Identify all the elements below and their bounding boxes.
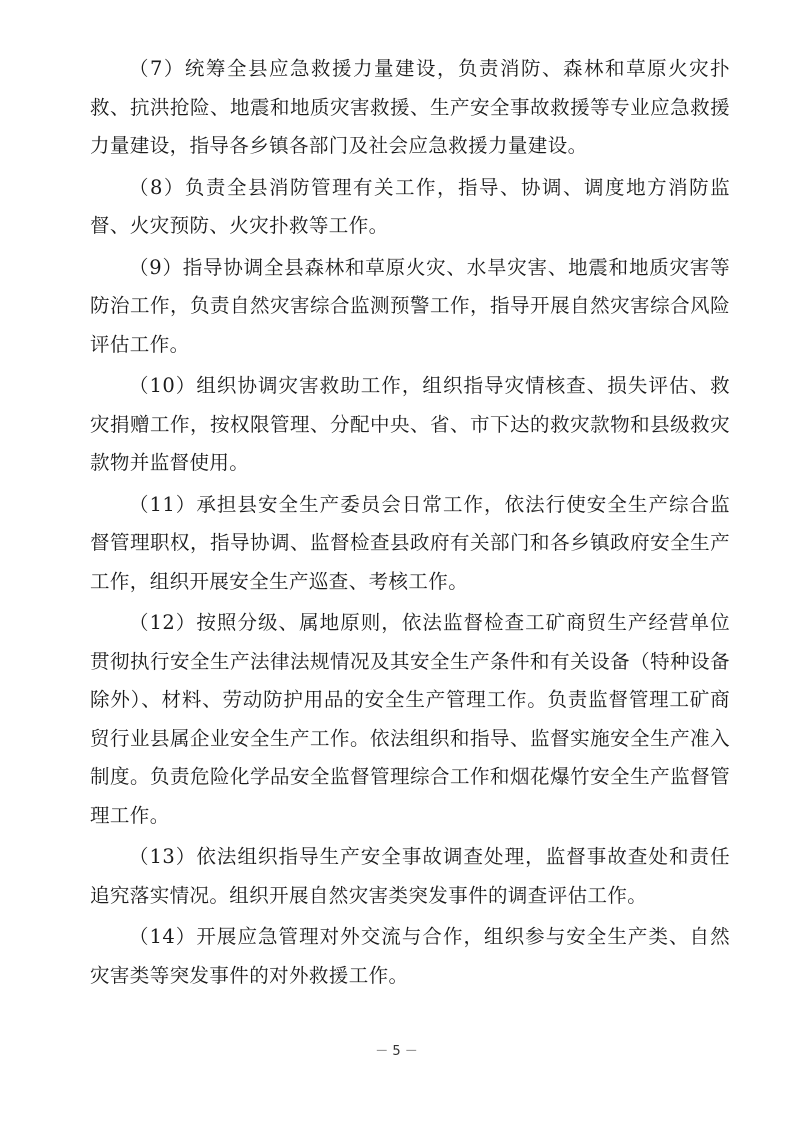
paragraph-10: （10）组织协调灾害救助工作，组织指导灾情核查、损失评估、救灾捐赠工作，按权限管理、分配中央、省、市下达的救灾款物和县级救灾款物并监督使用。 (90, 374, 730, 474)
paragraph-8: （8）负责全县消防管理有关工作，指导、协调、调度地方消防监督、火灾预防、火灾扑救等工作。 (90, 175, 730, 237)
paragraph-11: （11）承担县安全生产委员会日常工作，依法行使安全生产综合监督管理职权，指导协调、监督检查县政府有关部门和各乡镇政府安全生产工作，组织开展安全生产巡查、考核工作。 (90, 492, 730, 593)
paragraph-12: （12）按照分级、属地原则，依法监督检查工矿商贸生产经营单位贯彻执行安全生产法律法规情况及其安全生产条件和有关设备（特种设备除外）、材料、劳动防护用品的安全生产管理工作。负责监督管理工矿商贸行业县属企业安全生产工作。依法组织和指导、监督实施安全生产准入制度。负责危险化学品安全监督管理综合工作和烟花爆竹安全生产监督管理工作。 (90, 611, 730, 827)
paragraph-14: （14）开展应急管理对外交流与合作，组织参与安全生产类、自然灾害类等突发事件的对外救援工作。 (90, 925, 730, 987)
paragraph-13: （13）依法组织指导生产安全事故调查处理，监督事故查处和责任追究落实情况。组织开展自然灾害类突发事件的调查评估工作。 (90, 845, 730, 907)
paragraph-9: （9）指导协调全县森林和草原火灾、水旱灾害、地震和地质灾害等防治工作，负责自然灾害综合监测预警工作，指导开展自然灾害综合风险评估工作。 (90, 255, 730, 356)
paragraph-7: （7）统筹全县应急救援力量建设，负责消防、森林和草原火灾扑救、抗洪抢险、地震和地质灾害救援、生产安全事故救援等专业应急救援力量建设，指导各乡镇各部门及社会应急救援力量建设。 (90, 57, 730, 157)
page-number: － 5 － (375, 1044, 418, 1059)
document-body (90, 50, 730, 998)
